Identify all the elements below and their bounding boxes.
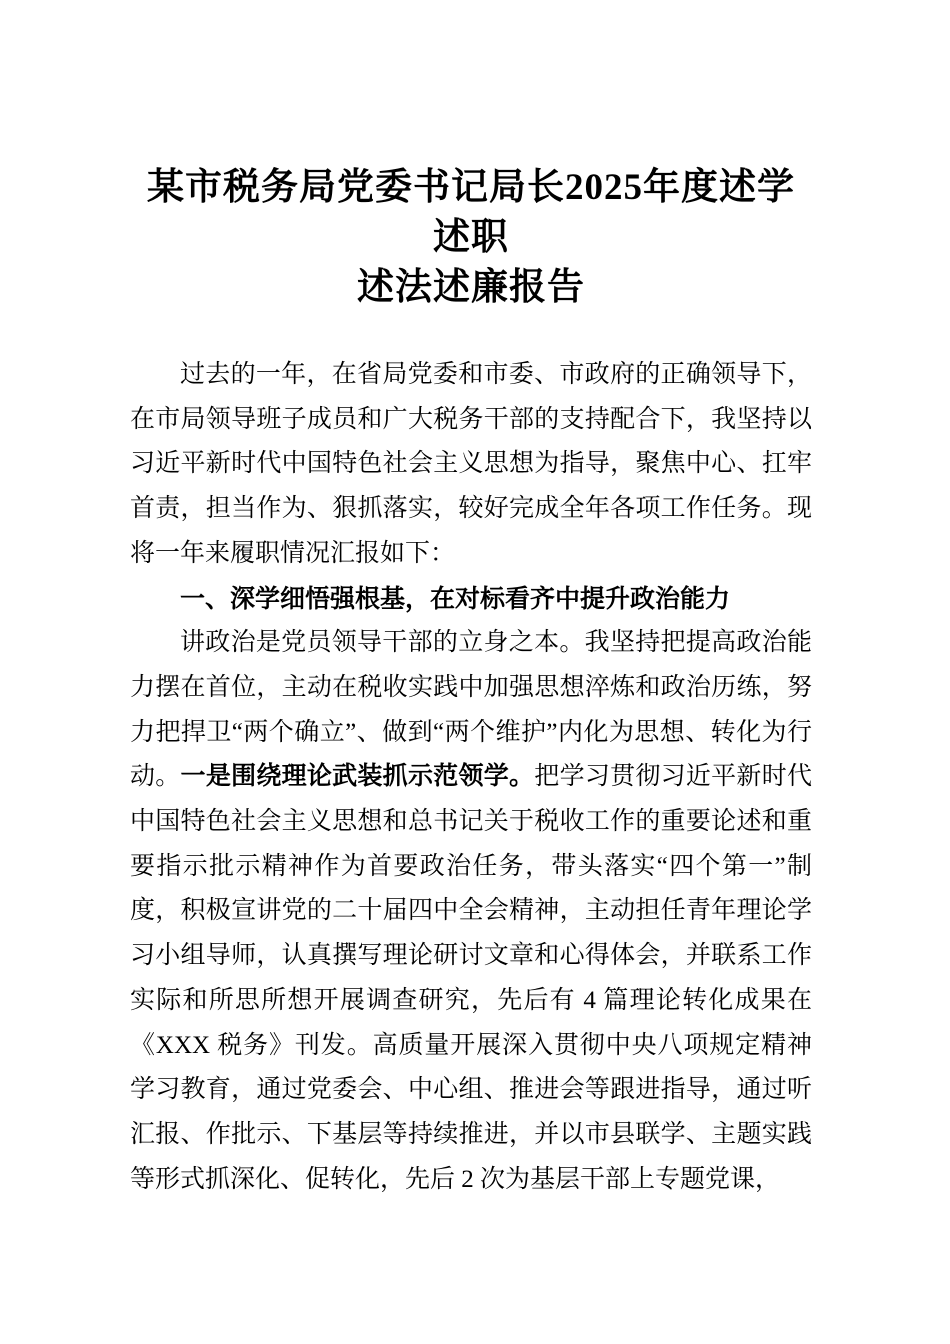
section-1-run-bold: 一是围绕理论武装抓示范领学。	[180, 763, 535, 791]
document-content	[130, 0, 812, 1202]
section-1-run-regular-1: 讲政治是党员领导干部的立身之本。我坚持把提高政治能力摆在首位，主动在税收实践中加强思想淬炼和政治历练，努力把捍卫“两个确立”、做到“两个维护”内化为思想、转化为行动。	[130, 629, 812, 791]
section-1-paragraph	[130, 621, 812, 1202]
title-line-2: 述法述廉报告	[357, 267, 585, 308]
title-line-1: 某市税务局党委书记局长2025年度述学述职	[147, 167, 795, 258]
section-heading-1: 一、深学细悟强根基，在对标看齐中提升政治能力	[180, 584, 731, 613]
document-title	[130, 163, 812, 313]
section-1-run-regular-2: 把学习贯彻习近平新时代中国特色社会主义思想和总书记关于税收工作的重要论述和重要指示批示精神作为首要政治任务，带头落实“四个第一”制度，积极宣讲党的二十届四中全会精神，主动担任青年理论学习小组导师，认真撰写理论研讨文章和心得体会，并联系工作实际和所思所想开展调查研究，先后有 4 篇理论转化成果在《XXX 税务》刊发。高质量开展深入贯彻中央八项规定精神学习教育，通过党委会、中心组、推进会等跟进指导，通过听汇报、作批示、下基层等持续推进，并以市县联学、主题实践等形式抓深化、促转化，先后 2 次为基层干部上专题党课，	[130, 763, 812, 1193]
opening-paragraph: 过去的一年，在省局党委和市委、市政府的正确领导下，在市局领导班子成员和广大税务干部的支持配合下，我坚持以习近平新时代中国特色社会主义思想为指导，聚焦中心、扛牢首责，担当作为、狠抓落实，较好完成全年各项工作任务。现将一年来履职情况汇报如下：	[130, 361, 812, 567]
